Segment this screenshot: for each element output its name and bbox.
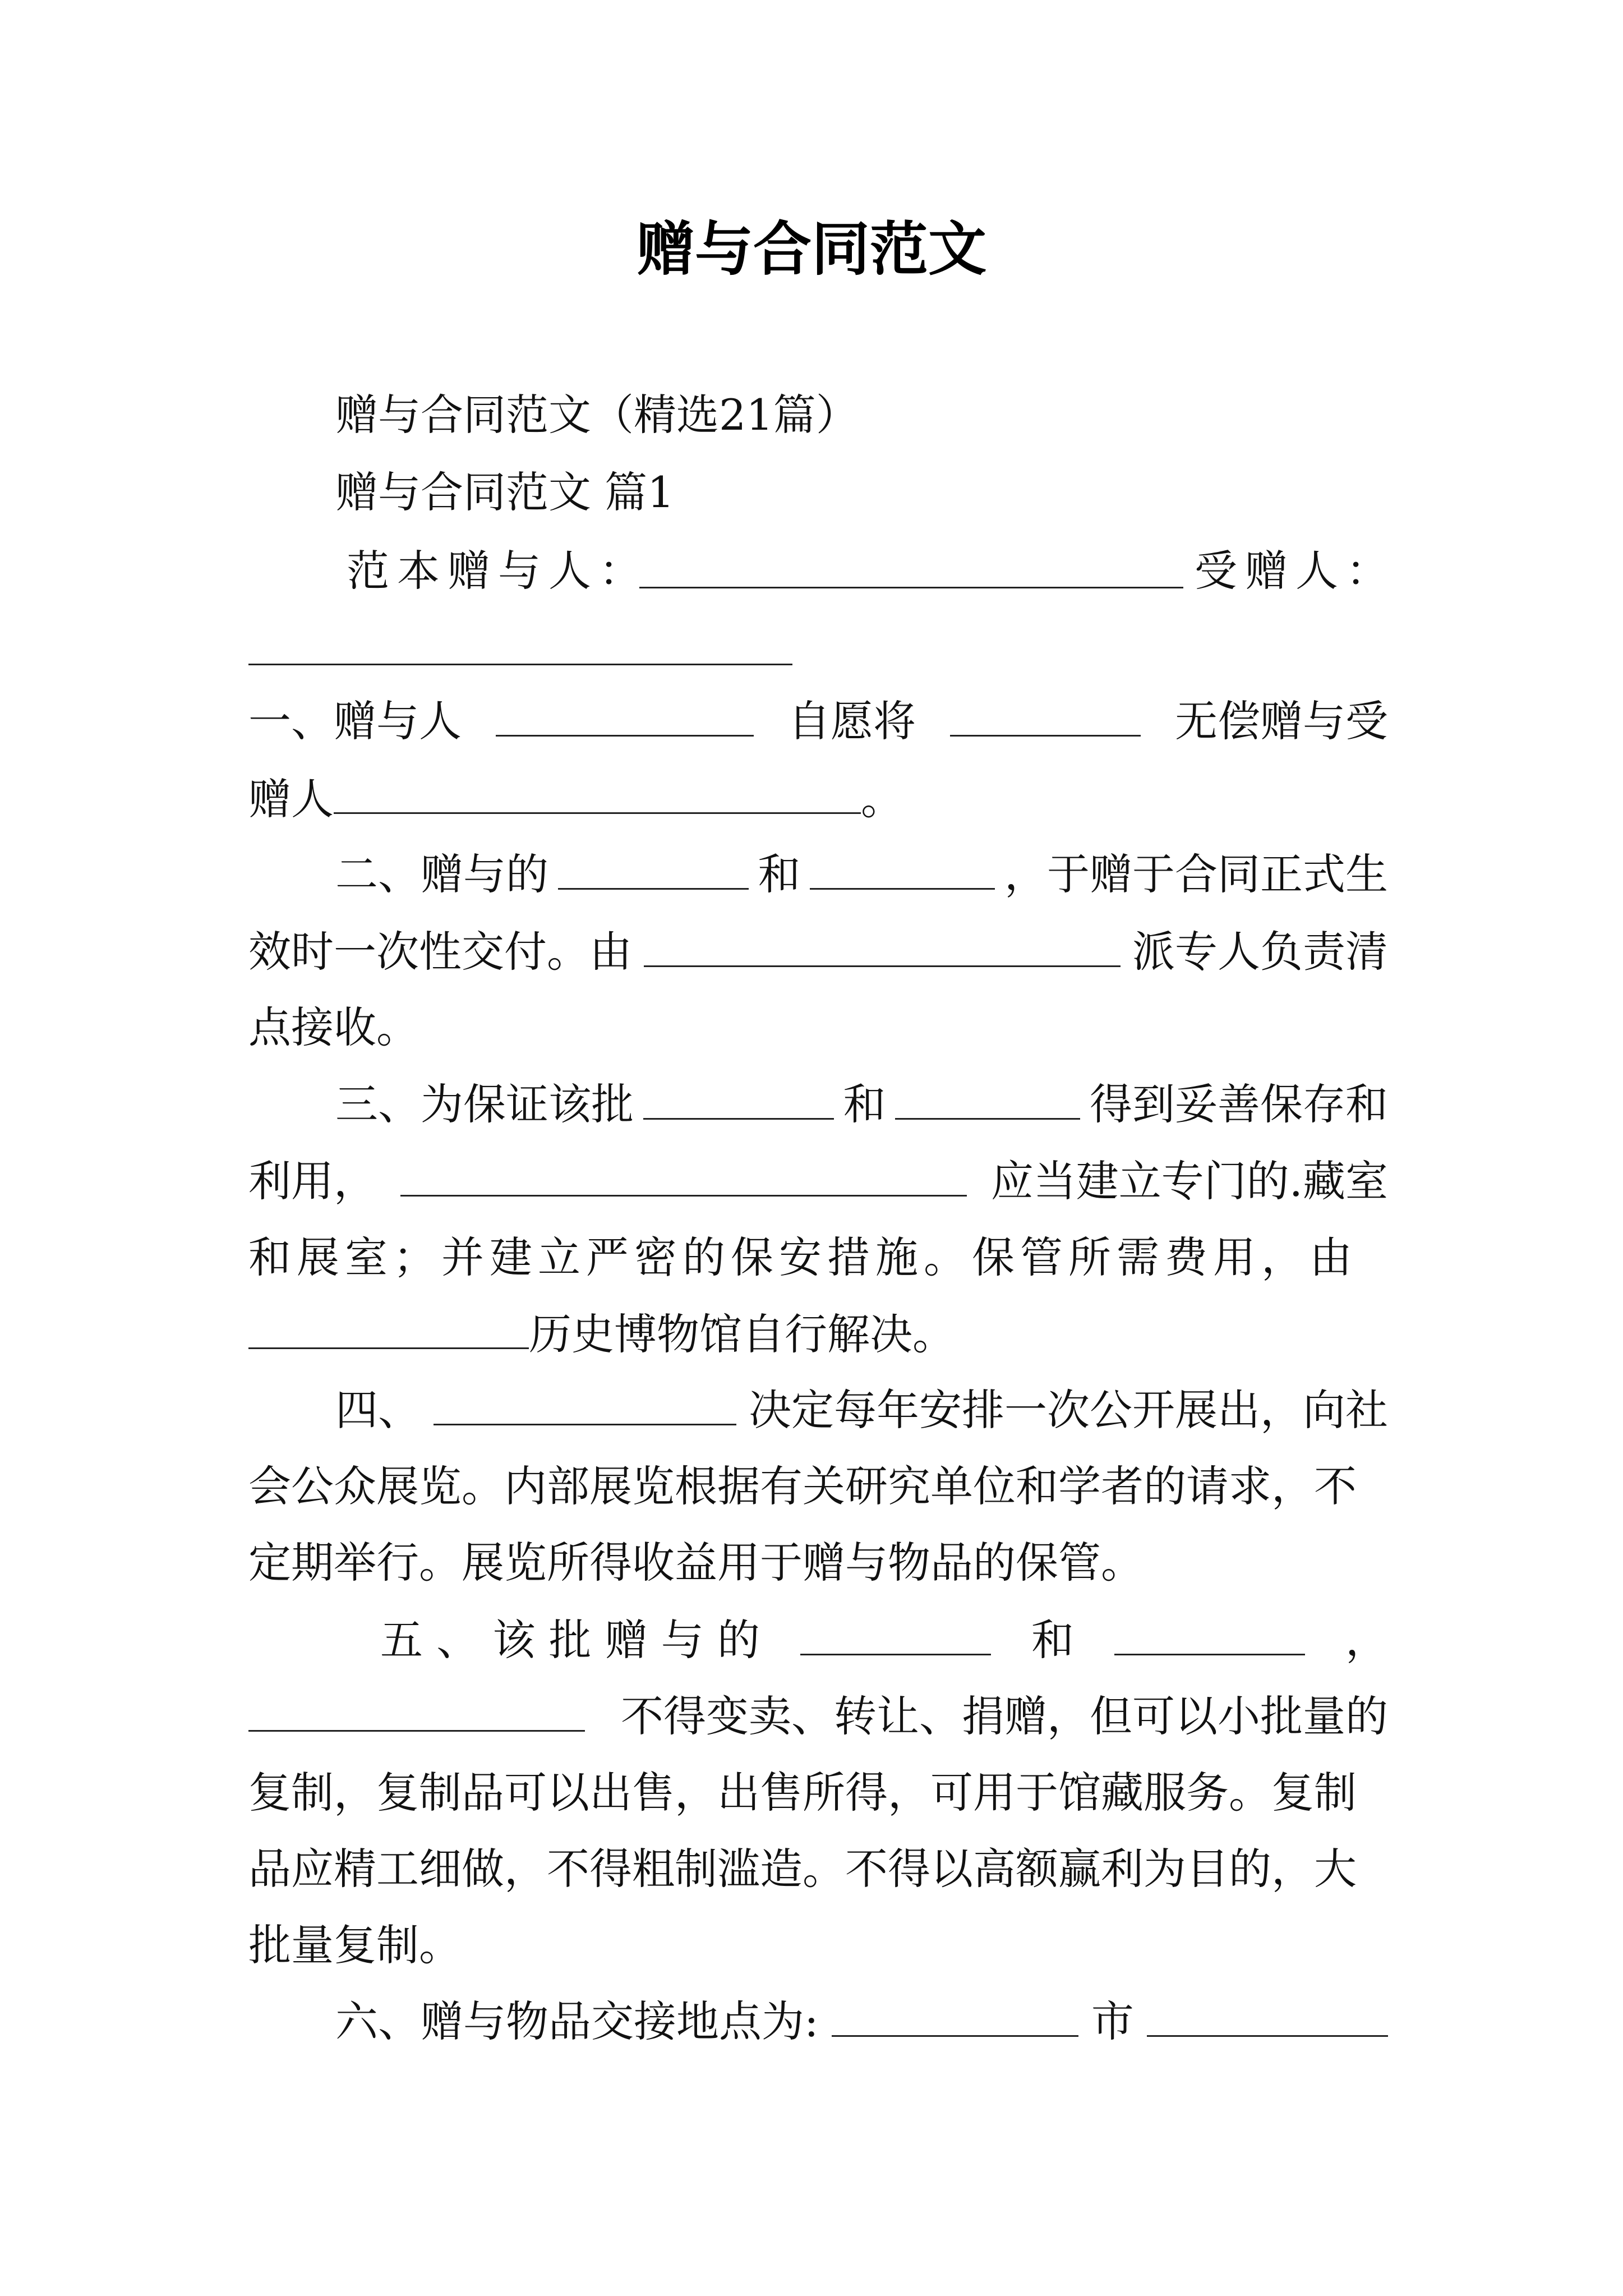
clause-3-blank-4[interactable] (248, 1313, 529, 1349)
clause-2-line-3: 点接收。 (248, 1002, 419, 1052)
clause-2-blank-3[interactable] (644, 931, 1121, 967)
clause-3-text-f: 和展室；并建立严密的保安措施。保管所需费用，由 (248, 1232, 1358, 1282)
clause-5-blank-1[interactable] (800, 1619, 991, 1655)
clause-1-blank-1[interactable] (496, 700, 754, 737)
clause-3-blank-3[interactable] (400, 1160, 967, 1197)
subtitle: 赠与合同范文（精选21篇） (335, 390, 859, 440)
document-title: 赠与合同范文 (636, 215, 986, 283)
clause-3-blank-2[interactable] (895, 1083, 1080, 1120)
clause-1-text-e: 。 (861, 774, 903, 824)
intro-donor-label: 范本赠与人： (347, 546, 649, 596)
clause-5-text-a: 五 、 该 批 赠 与 的 (380, 1615, 760, 1665)
clause-5-line-2 (248, 1691, 1388, 1741)
clause-3-line-4 (248, 1309, 955, 1359)
clause-3-blank-1[interactable] (643, 1083, 834, 1120)
clause-3-text-c: 得到妥善保存和 (1090, 1079, 1388, 1129)
clause-3-line-2 (248, 1156, 1388, 1206)
donor-blank[interactable] (639, 587, 1183, 588)
clause-5-text-b: 和 (1031, 1615, 1074, 1665)
clause-2-text-d: 效时一次性交付。由 (248, 927, 632, 977)
clause-4-text-b: 决定每年安排一次公开展出，向社 (749, 1385, 1388, 1435)
donee-blank[interactable] (248, 664, 792, 665)
clause-2-text-e: 派专人负责清 (1132, 927, 1388, 977)
clause-1-blank-3[interactable] (334, 777, 861, 814)
clause-2-line-2 (248, 927, 1388, 977)
clause-2-line-1 (335, 849, 1388, 899)
clause-6-line-1 (335, 1996, 1388, 2046)
clause-2-blank-2[interactable] (810, 853, 995, 890)
clause-1-text-d: 赠人 (248, 774, 334, 824)
clause-2-blank-1[interactable] (558, 853, 749, 890)
clause-6-blank-1[interactable] (832, 2000, 1078, 2037)
clause-5-blank-2[interactable] (1114, 1619, 1305, 1655)
intro-donee-label: 受赠人： (1195, 546, 1396, 596)
clause-4-text-a: 四、 (335, 1385, 421, 1435)
clause-6-blank-2[interactable] (1147, 2000, 1388, 2037)
clause-3-text-d: 利用， (248, 1156, 376, 1206)
clause-3-line-3 (248, 1232, 1388, 1282)
clause-5-blank-3[interactable] (248, 1695, 585, 1732)
clause-4-line-2: 会公众展览。内部展览根据有关研究单位和学者的请求，不 (248, 1461, 1357, 1511)
clause-5-text-d: 不得变卖、转让、捐赠，但可以小批量的 (621, 1691, 1388, 1741)
clause-5-text-c: ， (1345, 1615, 1388, 1665)
clause-2-text-a: 二、赠与的 (335, 849, 548, 899)
clause-2-text-b: 和 (758, 849, 801, 899)
clause-5-line-5: 批量复制。 (248, 1920, 462, 1970)
clause-1-text-b: 自愿将 (788, 696, 916, 746)
clause-1-blank-2[interactable] (950, 700, 1141, 737)
clause-3-text-b: 和 (843, 1079, 886, 1129)
clause-1-text-a: 一、赠与人 (248, 696, 462, 746)
clause-4-line-3: 定期举行。展览所得收益用于赠与物品的保管。 (248, 1538, 1144, 1588)
clause-3-text-a: 三、为保证该批 (335, 1079, 634, 1129)
clause-3-line-1 (335, 1079, 1388, 1129)
clause-4-blank-1[interactable] (434, 1389, 736, 1425)
clause-3-text-e: 应当建立专门的.藏室 (990, 1156, 1388, 1206)
clause-1-line-2 (248, 774, 903, 824)
clause-1-line-1 (248, 696, 1388, 746)
clause-5-line-3: 复制，复制品可以出售，出售所得，可用于馆藏服务。复制 (248, 1768, 1357, 1818)
clause-3-text-g: 历史博物馆自行解决。 (529, 1309, 955, 1359)
clause-6-text-b: 市 (1091, 1996, 1134, 2046)
clause-2-text-c: ，于赠于合同正式生 (1004, 849, 1388, 899)
clause-1-text-c: 无偿赠与受 (1175, 696, 1388, 746)
clause-4-line-1 (335, 1385, 1388, 1435)
clause-5-line-4: 品应精工细做，不得粗制滥造。不得以高额赢利为目的，大 (248, 1844, 1357, 1894)
clause-6-text-a: 六、赠与物品交接地点为: (335, 1996, 819, 2046)
clause-5-line-1 (380, 1615, 1388, 1665)
section-heading: 赠与合同范文 篇1 (335, 467, 675, 517)
